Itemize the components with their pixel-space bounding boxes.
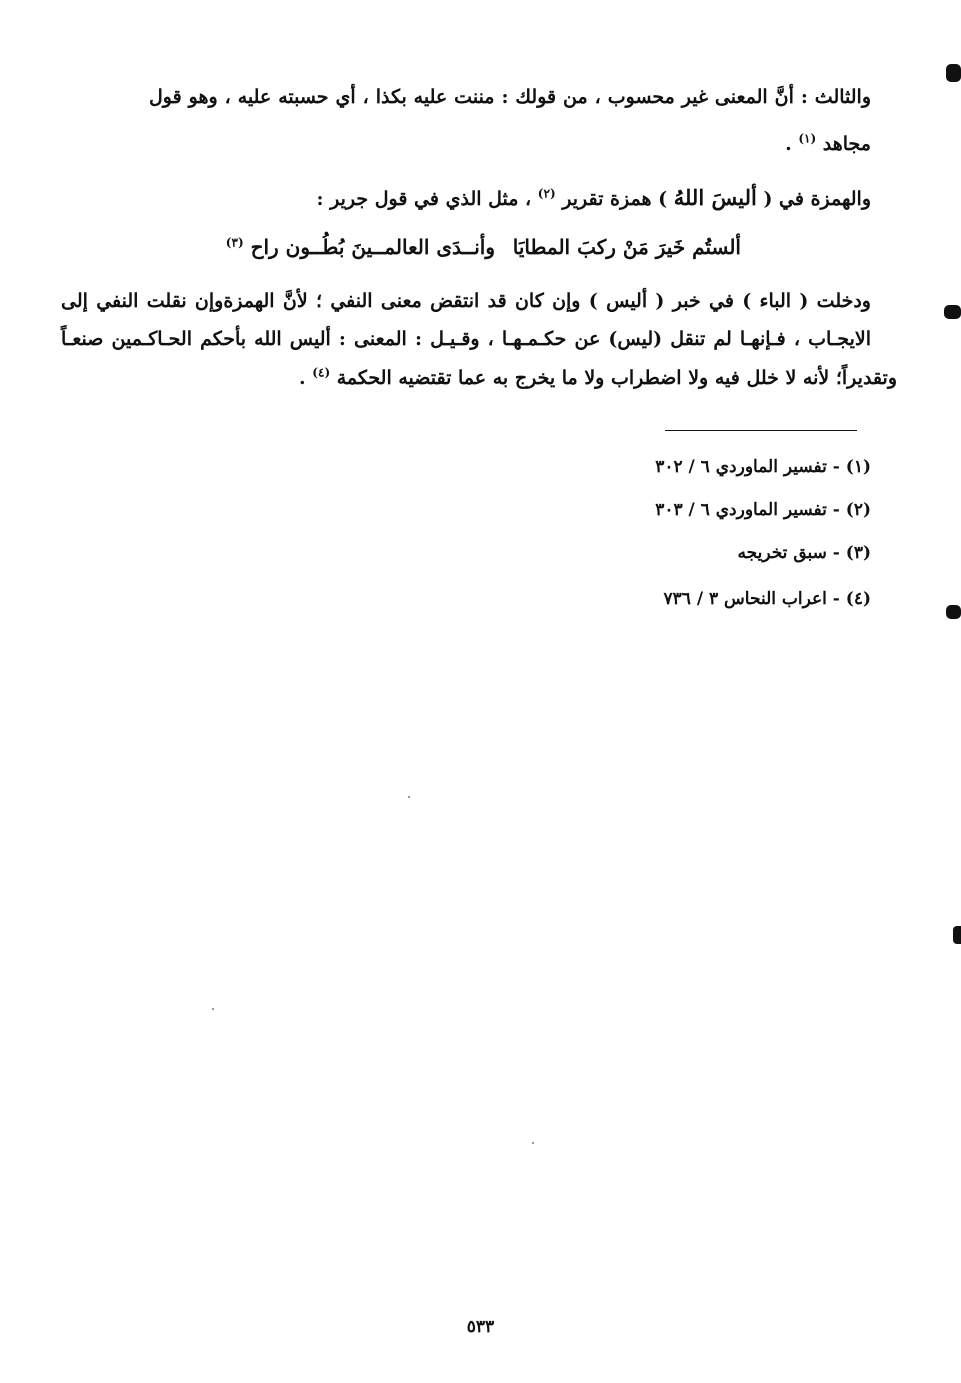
body-line-3-text-a: والهمزة في (	[763, 188, 871, 210]
footnote-separator	[665, 430, 857, 431]
body-line-2	[785, 131, 871, 157]
binder-hole-mark	[946, 605, 961, 619]
verse-hemistich-2-text: وأنــدَى العالمــينَ بُطُــون راح	[250, 235, 495, 259]
scan-speck	[408, 796, 410, 798]
body-line-6-end: .	[299, 367, 306, 389]
body-line-3-text-c: ، مثل الذي في قول جرير :	[316, 188, 532, 210]
footnote-2: (٢) - تفسير الماوردي ٦ / ٣٠٣	[655, 500, 871, 520]
footnote-4: (٤) - اعراب النحاس ٣ / ٧٣٦	[663, 589, 871, 609]
scan-speck	[532, 1142, 534, 1144]
verse-hemistich-2	[226, 233, 495, 261]
scan-speck	[212, 1008, 214, 1010]
body-line-1: والثالث : أنَّ المعنى غير محسوب ، من قولك : مننت عليه بكذا ، أي حسبته عليه ، وهو قول	[149, 86, 871, 108]
binder-hole-mark	[953, 926, 961, 944]
body-line-3	[317, 185, 872, 212]
footnote-3: (٣) - سبق تخريجه	[737, 543, 871, 563]
body-line-2-end: .	[785, 133, 792, 155]
body-line-3-text-b: ) همزة تقرير	[562, 188, 668, 210]
footnote-ref-1: (١)	[798, 131, 817, 146]
body-line-4: ودخلت ( الباء ) في خبر ( أليس ) وإن كان قد انتقض معنى النفي ؛ لأنَّ الهمزةوإن نقلت النفي إلى	[61, 290, 871, 312]
footnote-ref-4: (٤)	[312, 365, 331, 380]
body-line-6-text: وتقديراً؛ لأنه لا خلل فيه ولا اضطراب ولا ما يخرج به عما تقتضيه الحكمة	[336, 367, 897, 389]
footnote-1: (١) - تفسير الماوردي ٦ / ٣٠٢	[655, 457, 871, 477]
quran-quote: أليسَ اللهُ	[673, 185, 757, 210]
page-number: ٥٣٣	[466, 1317, 495, 1337]
verse-hemistich-1: ألستُم خَيرَ مَنْ ركبَ المطايَا	[512, 235, 741, 259]
body-line-5: الايجـاب ، فـإنهـا لم تنقل (ليس) عن حكـمـهـا ، وقـيـل : المعنى : أليس الله بأحكم الحـاكـمين صنعـاً	[61, 328, 871, 350]
footnote-ref-3: (٣)	[225, 235, 244, 250]
binder-hole-mark	[946, 64, 961, 82]
body-line-2-text: مجاهد	[822, 133, 871, 155]
footnote-ref-2: (٢)	[537, 186, 556, 201]
binder-hole-mark	[944, 305, 961, 319]
body-line-6	[299, 365, 897, 391]
